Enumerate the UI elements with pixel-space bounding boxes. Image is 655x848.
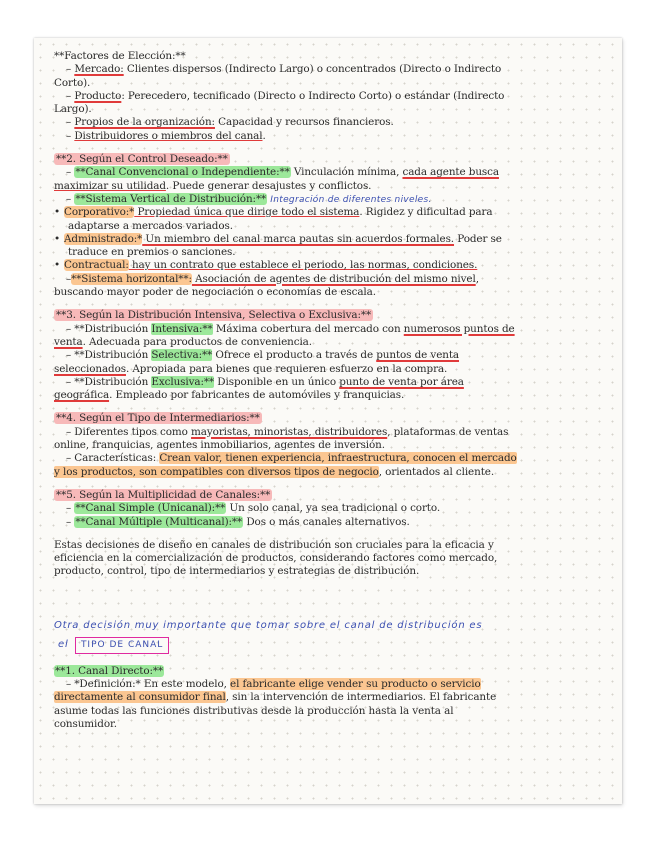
text: , orientados al cliente. [378, 465, 495, 478]
text: . Rigidez y dificultad para [359, 206, 493, 219]
text: . Adecuada para productos de conveniencia. [82, 335, 312, 348]
section-heading-distribucion [54, 309, 610, 322]
underlined-text: venta [54, 335, 83, 348]
item-horizontal [54, 273, 610, 286]
item-selectiva [54, 349, 610, 362]
bullet: • [54, 206, 61, 219]
text: buscando mayor poder de negociación o economías de escala. [54, 286, 376, 299]
item-simple [54, 502, 610, 515]
item-contractual [54, 259, 610, 272]
underlined-text: mayoristas, minoristas, distribuidores [191, 425, 388, 438]
text: , [475, 272, 479, 285]
heading-text: **3. Según la Distribución Intensiva, Selectiva o Exclusiva:** [56, 309, 372, 322]
text: – Diferentes tipos como [66, 425, 192, 438]
section-heading-multiplicidad [54, 489, 610, 502]
heading-text: **4. Según el Tipo de Intermediarios:** [56, 412, 260, 425]
text: , plataformas de ventas [387, 425, 509, 438]
item-caracteristicas-cont [54, 466, 610, 479]
heading-text: **Factores de Elección:** [54, 50, 186, 62]
item-corporativo-cont [54, 220, 610, 233]
handwritten-note-line [54, 619, 610, 637]
section-heading-directo [54, 665, 610, 678]
key-administrado: Administrado:* [64, 232, 143, 245]
item-multiple [54, 516, 610, 529]
key-multiple: **Canal Múltiple (Multicanal):** [75, 515, 243, 528]
section-heading-intermediarios [54, 412, 610, 425]
underlined-text: seleccionados [54, 362, 126, 375]
section-heading-factores [54, 50, 610, 63]
dash: – [66, 89, 75, 102]
item-producto [54, 90, 610, 103]
item-definicion-cont: consumidor. [54, 717, 117, 730]
text: , sin la intervención de intermediarios. El fabricante [225, 691, 497, 704]
key-mercado: Mercado: [74, 63, 124, 76]
underlined-text: punto de venta por área [339, 375, 464, 388]
key-corporativo: Corporativo:* [64, 206, 135, 219]
item-definicion [54, 678, 610, 691]
spacer [54, 143, 610, 153]
text: Dos o más canales alternativos. [243, 515, 410, 528]
spacer [54, 579, 610, 619]
dash: – [66, 63, 75, 76]
item-caracteristicas [54, 452, 610, 465]
text: Largo). [54, 103, 92, 116]
highlighted-text: Crean valor, tienen experiencia, infraestructura, conocen el mercado [159, 452, 517, 465]
item-distribuidores [54, 130, 610, 143]
section-heading-control [54, 153, 610, 166]
underlined-text: geográfica [54, 389, 110, 402]
text: Clientes dispersos (Indirecto Largo) o concentrados (Directo o Indirecto [123, 63, 502, 76]
dash: – [66, 129, 75, 142]
spacer [54, 479, 610, 489]
item-definicion-cont: asume todas las funciones distributivas desde la producción hasta la venta al [54, 704, 454, 717]
key-distribuidores: Distribuidores o miembros del canal [74, 129, 263, 142]
underlined-text: Propiedad única que dirige todo el sistema [134, 206, 360, 219]
heading-text: **5. Según la Multiplicidad de Canales:** [56, 488, 271, 501]
dash: – [66, 272, 72, 285]
text: Corto). [54, 76, 91, 89]
bullet: • [54, 232, 61, 245]
underlined-text: numerosos puntos de [403, 322, 515, 335]
text: – *Definición:* En este modelo, [66, 677, 231, 690]
text: Máxima cobertura del mercado con [212, 322, 404, 335]
item-exclusiva-cont [54, 389, 610, 402]
handwritten-note: Integración de diferentes niveles. [267, 194, 432, 205]
underlined-text: Asociación de agentes de distribución del mismo nivel [191, 272, 476, 285]
item-administrado [54, 233, 610, 246]
item-vertical [54, 193, 610, 206]
item-propios [54, 116, 610, 129]
handwritten-text: el [58, 638, 69, 650]
underlined-text: Un miembro del canal marca pautas sin acuerdos formales. [142, 232, 455, 245]
item-convencional-cont [54, 180, 610, 193]
text: – Características: [66, 452, 160, 465]
text: . Puede generar desajustes y conflictos. [165, 179, 372, 192]
key-selectiva: Selectiva:** [151, 349, 213, 362]
text: . Apropiada para bienes que requieren esfuerzo en la compra. [126, 362, 448, 375]
underlined-text: puntos de venta [376, 349, 460, 362]
item-administrado-cont [54, 246, 610, 259]
key-producto: Producto [74, 89, 122, 102]
text: – **Distribución [66, 349, 152, 362]
text: Disponible en un único [214, 375, 340, 388]
dash: – [66, 502, 75, 515]
text: . Empleado por fabricantes de automóviles y franquicias. [109, 389, 405, 402]
text: traduce en premios o sanciones. [68, 246, 236, 259]
summary-line: eficiencia en la comercialización de productos, considerando factores como mercado, [54, 552, 498, 565]
item-mercado [54, 63, 610, 76]
handwritten-note-line [54, 637, 610, 659]
text: Poder se [454, 232, 502, 245]
dash: – [66, 166, 75, 179]
notes-content [54, 50, 610, 731]
key-convencional: **Canal Convencional o Independiente:** [75, 166, 290, 179]
underlined-text: cada agente busca [402, 166, 499, 179]
text: online, franquicias, agentes inmobiliarios, agentes de inversión. [54, 439, 385, 452]
item-tipos-cont [54, 439, 610, 452]
key-simple: **Canal Simple (Unicanal):** [75, 502, 226, 515]
item-selectiva-cont [54, 363, 610, 376]
item-definicion-cont [54, 691, 610, 704]
boxed-handwritten-text: TIPO DE CANAL [75, 637, 169, 654]
item-horizontal-cont [54, 286, 610, 299]
key-horizontal: **Sistema horizontal**: [71, 272, 192, 285]
summary-line: Estas decisiones de diseño en canales de distribución son cruciales para la eficacia y [54, 538, 494, 551]
spacer [54, 299, 610, 309]
item-producto-cont [54, 103, 610, 116]
key-propios: Propios de la organización: [74, 116, 215, 129]
item-exclusiva [54, 376, 610, 389]
underlined-text: hay un contrato que establece el periodo, las normas, condiciones. [128, 259, 478, 272]
highlighted-text: y los productos, son compatibles con diversos tipos de negocio [54, 465, 379, 478]
key-vertical: **Sistema Vertical de Distribución:** [75, 192, 267, 205]
summary-line: producto, control, tipo de intermediarios y estrategias de distribución. [54, 565, 420, 578]
text: . [262, 129, 266, 142]
text: Vinculación mínima, [290, 166, 403, 179]
item-intensiva-cont [54, 336, 610, 349]
dash: – [66, 116, 75, 129]
handwritten-text: Otra decisión muy importante que tomar sobre el canal de distribución es [54, 619, 483, 631]
spacer [54, 529, 610, 539]
text: Un solo canal, ya sea tradicional o corto. [226, 502, 441, 515]
key-contractual: Contractual: [64, 259, 129, 272]
item-tipos [54, 426, 610, 439]
highlighted-text: el fabricante elige vender su producto o servicio [230, 677, 481, 690]
heading-text: **1. Canal Directo:** [55, 664, 164, 677]
item-corporativo [54, 206, 610, 219]
dash: – [66, 515, 75, 528]
text: : Perecedero, tecnificado (Directo o Indirecto Corto) o estándar (Indirecto [121, 89, 505, 102]
spacer [54, 402, 610, 412]
notebook-page [34, 38, 622, 804]
item-intensiva [54, 323, 610, 336]
text: – **Distribución [66, 375, 152, 388]
item-mercado-cont [54, 77, 610, 90]
key-exclusiva: Exclusiva:** [151, 375, 215, 388]
bullet: • [54, 259, 61, 272]
dash: – [66, 192, 75, 205]
item-convencional [54, 166, 610, 179]
key-intensiva: Intensiva:** [151, 322, 213, 335]
text: adaptarse a mercados variados. [68, 219, 233, 232]
text: – **Distribución [66, 322, 152, 335]
text: Capacidad y recursos financieros. [214, 116, 394, 129]
underlined-text: maximizar su utilidad [54, 179, 166, 192]
heading-text: **2. Según el Control Deseado:** [56, 153, 228, 166]
highlighted-text: directamente al consumidor final [54, 691, 226, 704]
text: Ofrece el producto a través de [212, 349, 377, 362]
